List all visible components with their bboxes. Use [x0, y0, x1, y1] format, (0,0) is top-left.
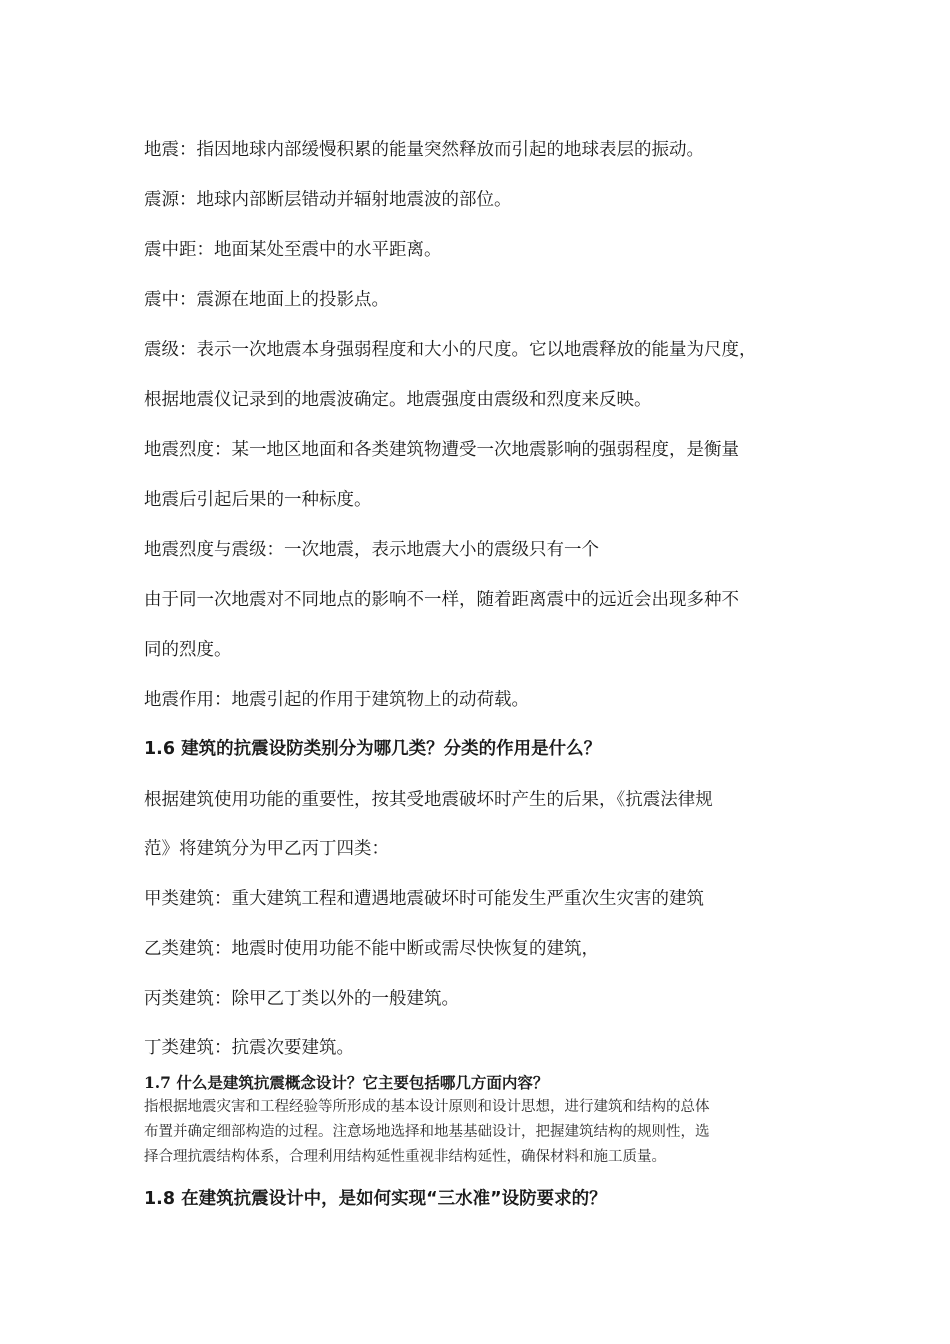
section-1-7-text-line-3: 择合理抗震结构体系，合理利用结构延性重视非结构延性，确保材料和施工质量。	[144, 1149, 666, 1165]
intensity-vs-magnitude-line-3: 同的烈度。	[144, 640, 232, 660]
definition-epicenter: 震中：震源在地面上的投影点。	[144, 290, 389, 310]
definition-seismic-action: 地震作用：地震引起的作用于建筑物上的动荷载。	[144, 690, 529, 710]
definition-intensity-line-2: 地震后引起后果的一种标度。	[144, 490, 372, 510]
definition-magnitude-line-1: 震级：表示一次地震本身强弱程度和大小的尺度。它以地震释放的能量为尺度，	[144, 340, 757, 360]
definition-epicentral-distance: 震中距：地面某处至震中的水平距离。	[144, 240, 442, 260]
category-d-building: 丁类建筑：抗震次要建筑。	[144, 1038, 354, 1058]
section-1-6-text-line-2: 范》将建筑分为甲乙丙丁四类：	[144, 839, 389, 859]
section-1-7-text-line-1: 指根据地震灾害和工程经验等所形成的基本设计原则和设计思想，进行建筑和结构的总体	[144, 1099, 710, 1115]
section-1-8-heading: 1.8 在建筑抗震设计中，是如何实现“三水准”设防要求的？	[144, 1189, 607, 1209]
category-b-building: 乙类建筑：地震时使用功能不能中断或需尽快恢复的建筑，	[144, 939, 599, 959]
section-1-6-heading: 1.6 建筑的抗震设防类别分为哪几类？分类的作用是什么？	[144, 739, 602, 759]
definition-magnitude-line-2: 根据地震仪记录到的地震波确定。地震强度由震级和烈度来反映。	[144, 390, 652, 410]
section-1-7-text-line-2: 布置并确定细部构造的过程。注意场地选择和地基基础设计，把握建筑结构的规则性，选	[144, 1124, 710, 1140]
section-1-7-heading: 1.7 什么是建筑抗震概念设计？它主要包括哪几方面内容？	[144, 1073, 549, 1092]
category-a-building: 甲类建筑：重大建筑工程和遭遇地震破坏时可能发生严重次生灾害的建筑	[144, 889, 704, 909]
definition-earthquake: 地震：指因地球内部缓慢积累的能量突然释放而引起的地球表层的振动。	[144, 140, 704, 160]
definition-intensity-line-1: 地震烈度：某一地区地面和各类建筑物遭受一次地震影响的强弱程度，是衡量	[144, 440, 739, 460]
definition-focus: 震源：地球内部断层错动并辐射地震波的部位。	[144, 190, 512, 210]
intensity-vs-magnitude-line-2: 由于同一次地震对不同地点的影响不一样，随着距离震中的远近会出现多种不	[144, 590, 739, 610]
category-c-building: 丙类建筑：除甲乙丁类以外的一般建筑。	[144, 989, 459, 1009]
section-1-6-text-line-1: 根据建筑使用功能的重要性，按其受地震破坏时产生的后果，《抗震法律规	[144, 790, 713, 810]
intensity-vs-magnitude-line-1: 地震烈度与震级：一次地震，表示地震大小的震级只有一个	[144, 540, 599, 560]
